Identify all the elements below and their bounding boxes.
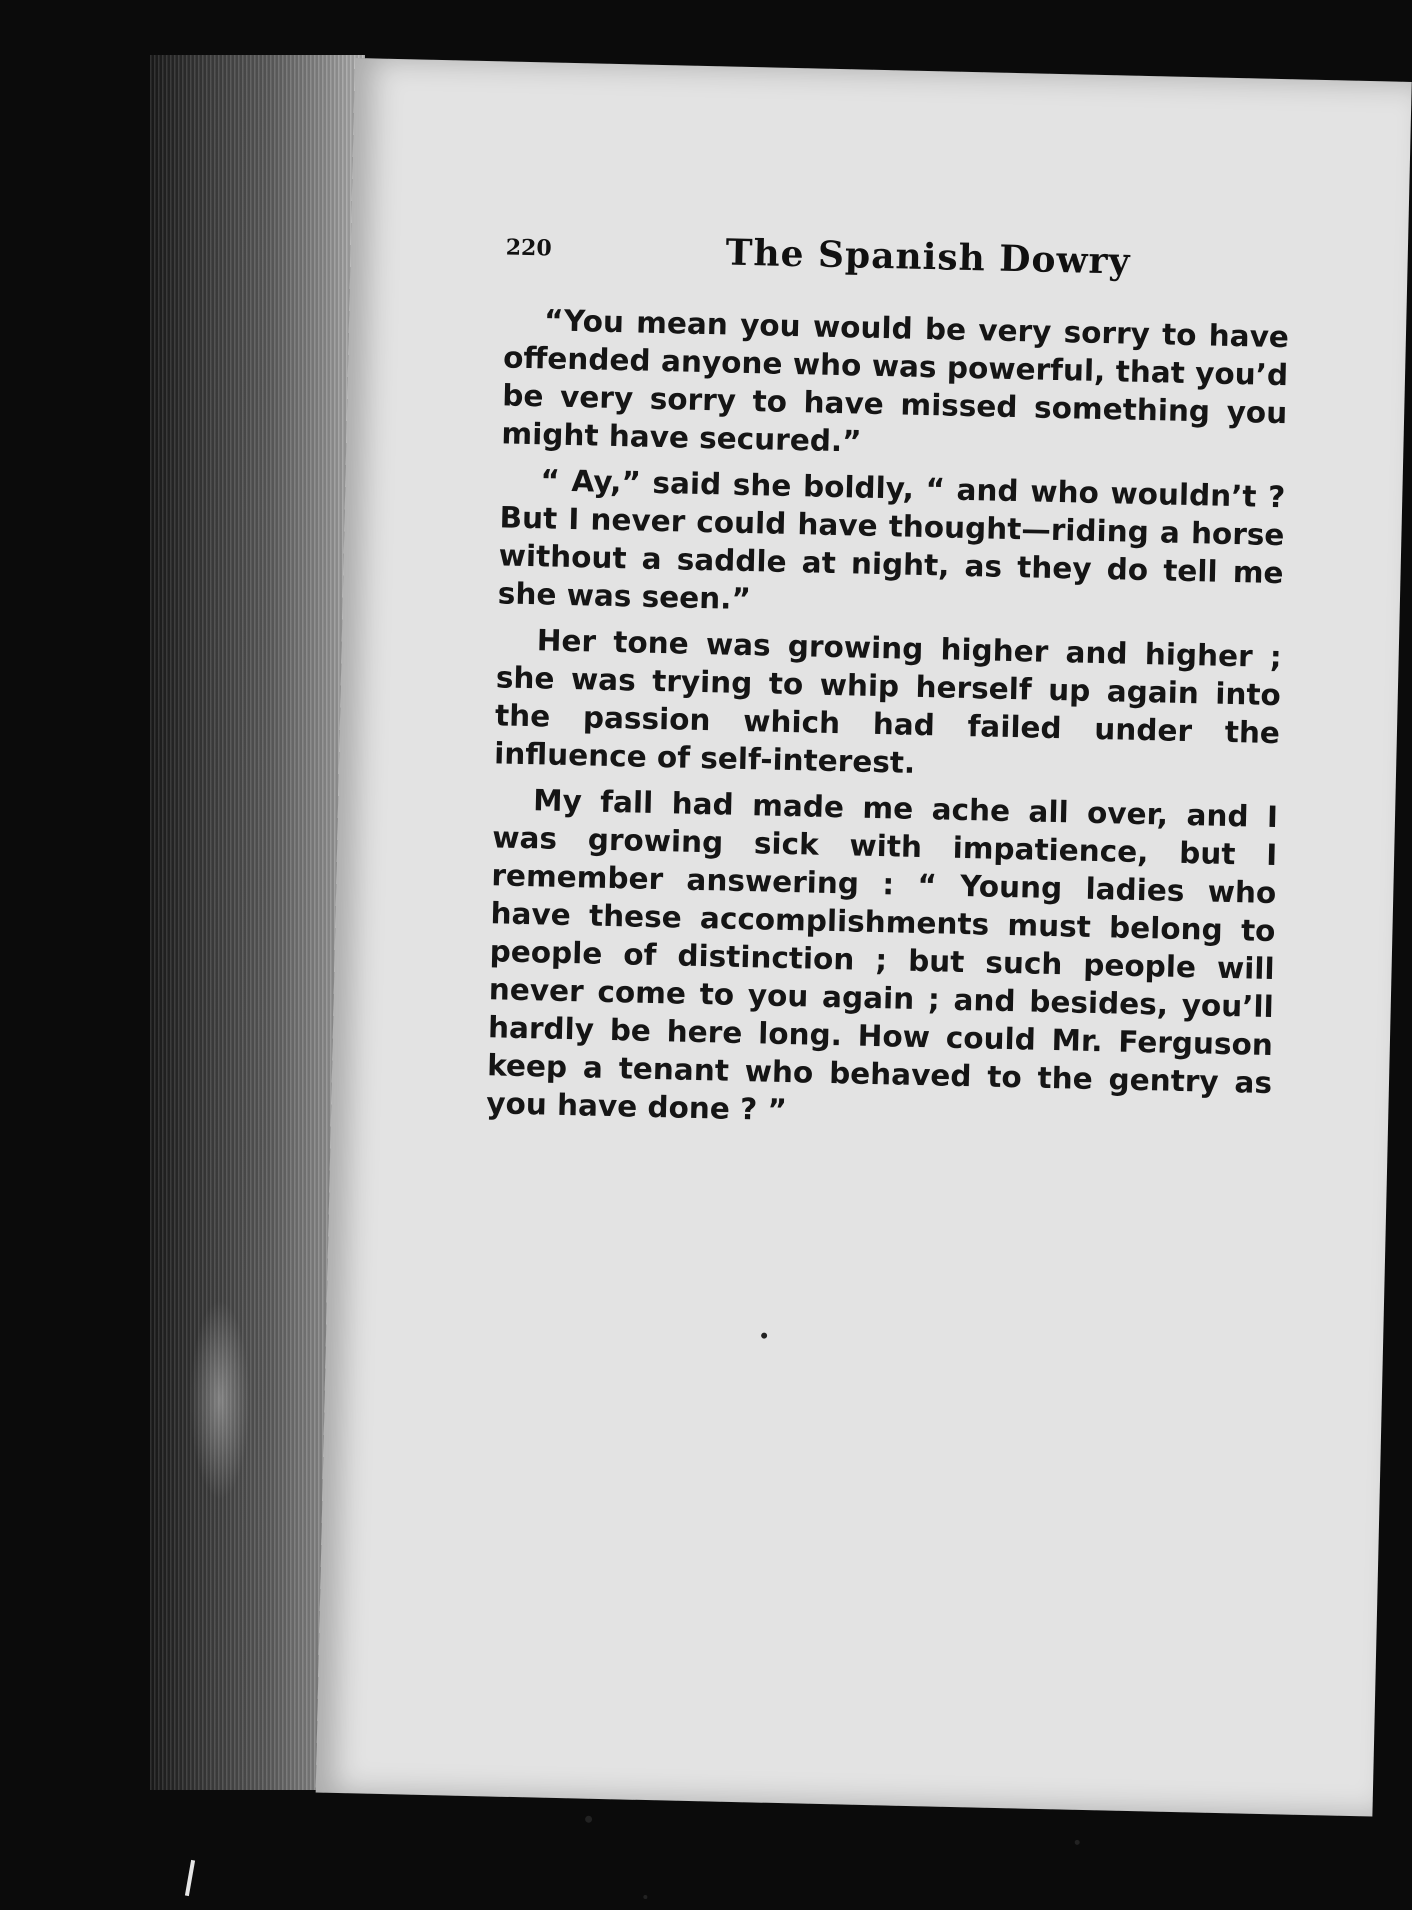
scan-speck bbox=[1075, 1840, 1080, 1845]
paragraph: My fall had made me ache all over, and I was growing sick with impatience, but I remember answering : “ Young ladies who have these accomplishments must belong to people of distinction ; but such people will never come to you again ; and besides, you’ll hardly be here long. How could Mr. Ferguson keep a tenant who behaved to the gentry as you have done ? ” bbox=[485, 783, 1279, 1128]
scan-speck bbox=[643, 1895, 647, 1899]
body-text bbox=[486, 300, 1289, 1140]
light-reflection bbox=[190, 1300, 250, 1500]
book-page bbox=[316, 58, 1412, 1817]
paragraph: Her tone was growing higher and higher ; she was trying to whip herself up again into the passion which had failed under the influence of self-interest. bbox=[493, 623, 1283, 780]
scan-speck bbox=[585, 1816, 592, 1823]
scan-speck bbox=[761, 1333, 767, 1339]
running-head bbox=[505, 226, 1291, 304]
page-number: 220 bbox=[505, 234, 552, 262]
running-title: The Spanish Dowry bbox=[725, 231, 1131, 283]
scan-artifact bbox=[185, 1860, 195, 1896]
paragraph: “You mean you would be very sorry to have offended anyone who was powerful, that you’d be very sorry to have missed something you might have secured.” bbox=[501, 303, 1290, 459]
page-content bbox=[486, 226, 1291, 1148]
paragraph: “ Ay,” said she boldly, “ and who wouldn’t ? But I never could have thought—riding a horse without a saddle at night, as they do tell me she was seen.” bbox=[497, 463, 1286, 617]
